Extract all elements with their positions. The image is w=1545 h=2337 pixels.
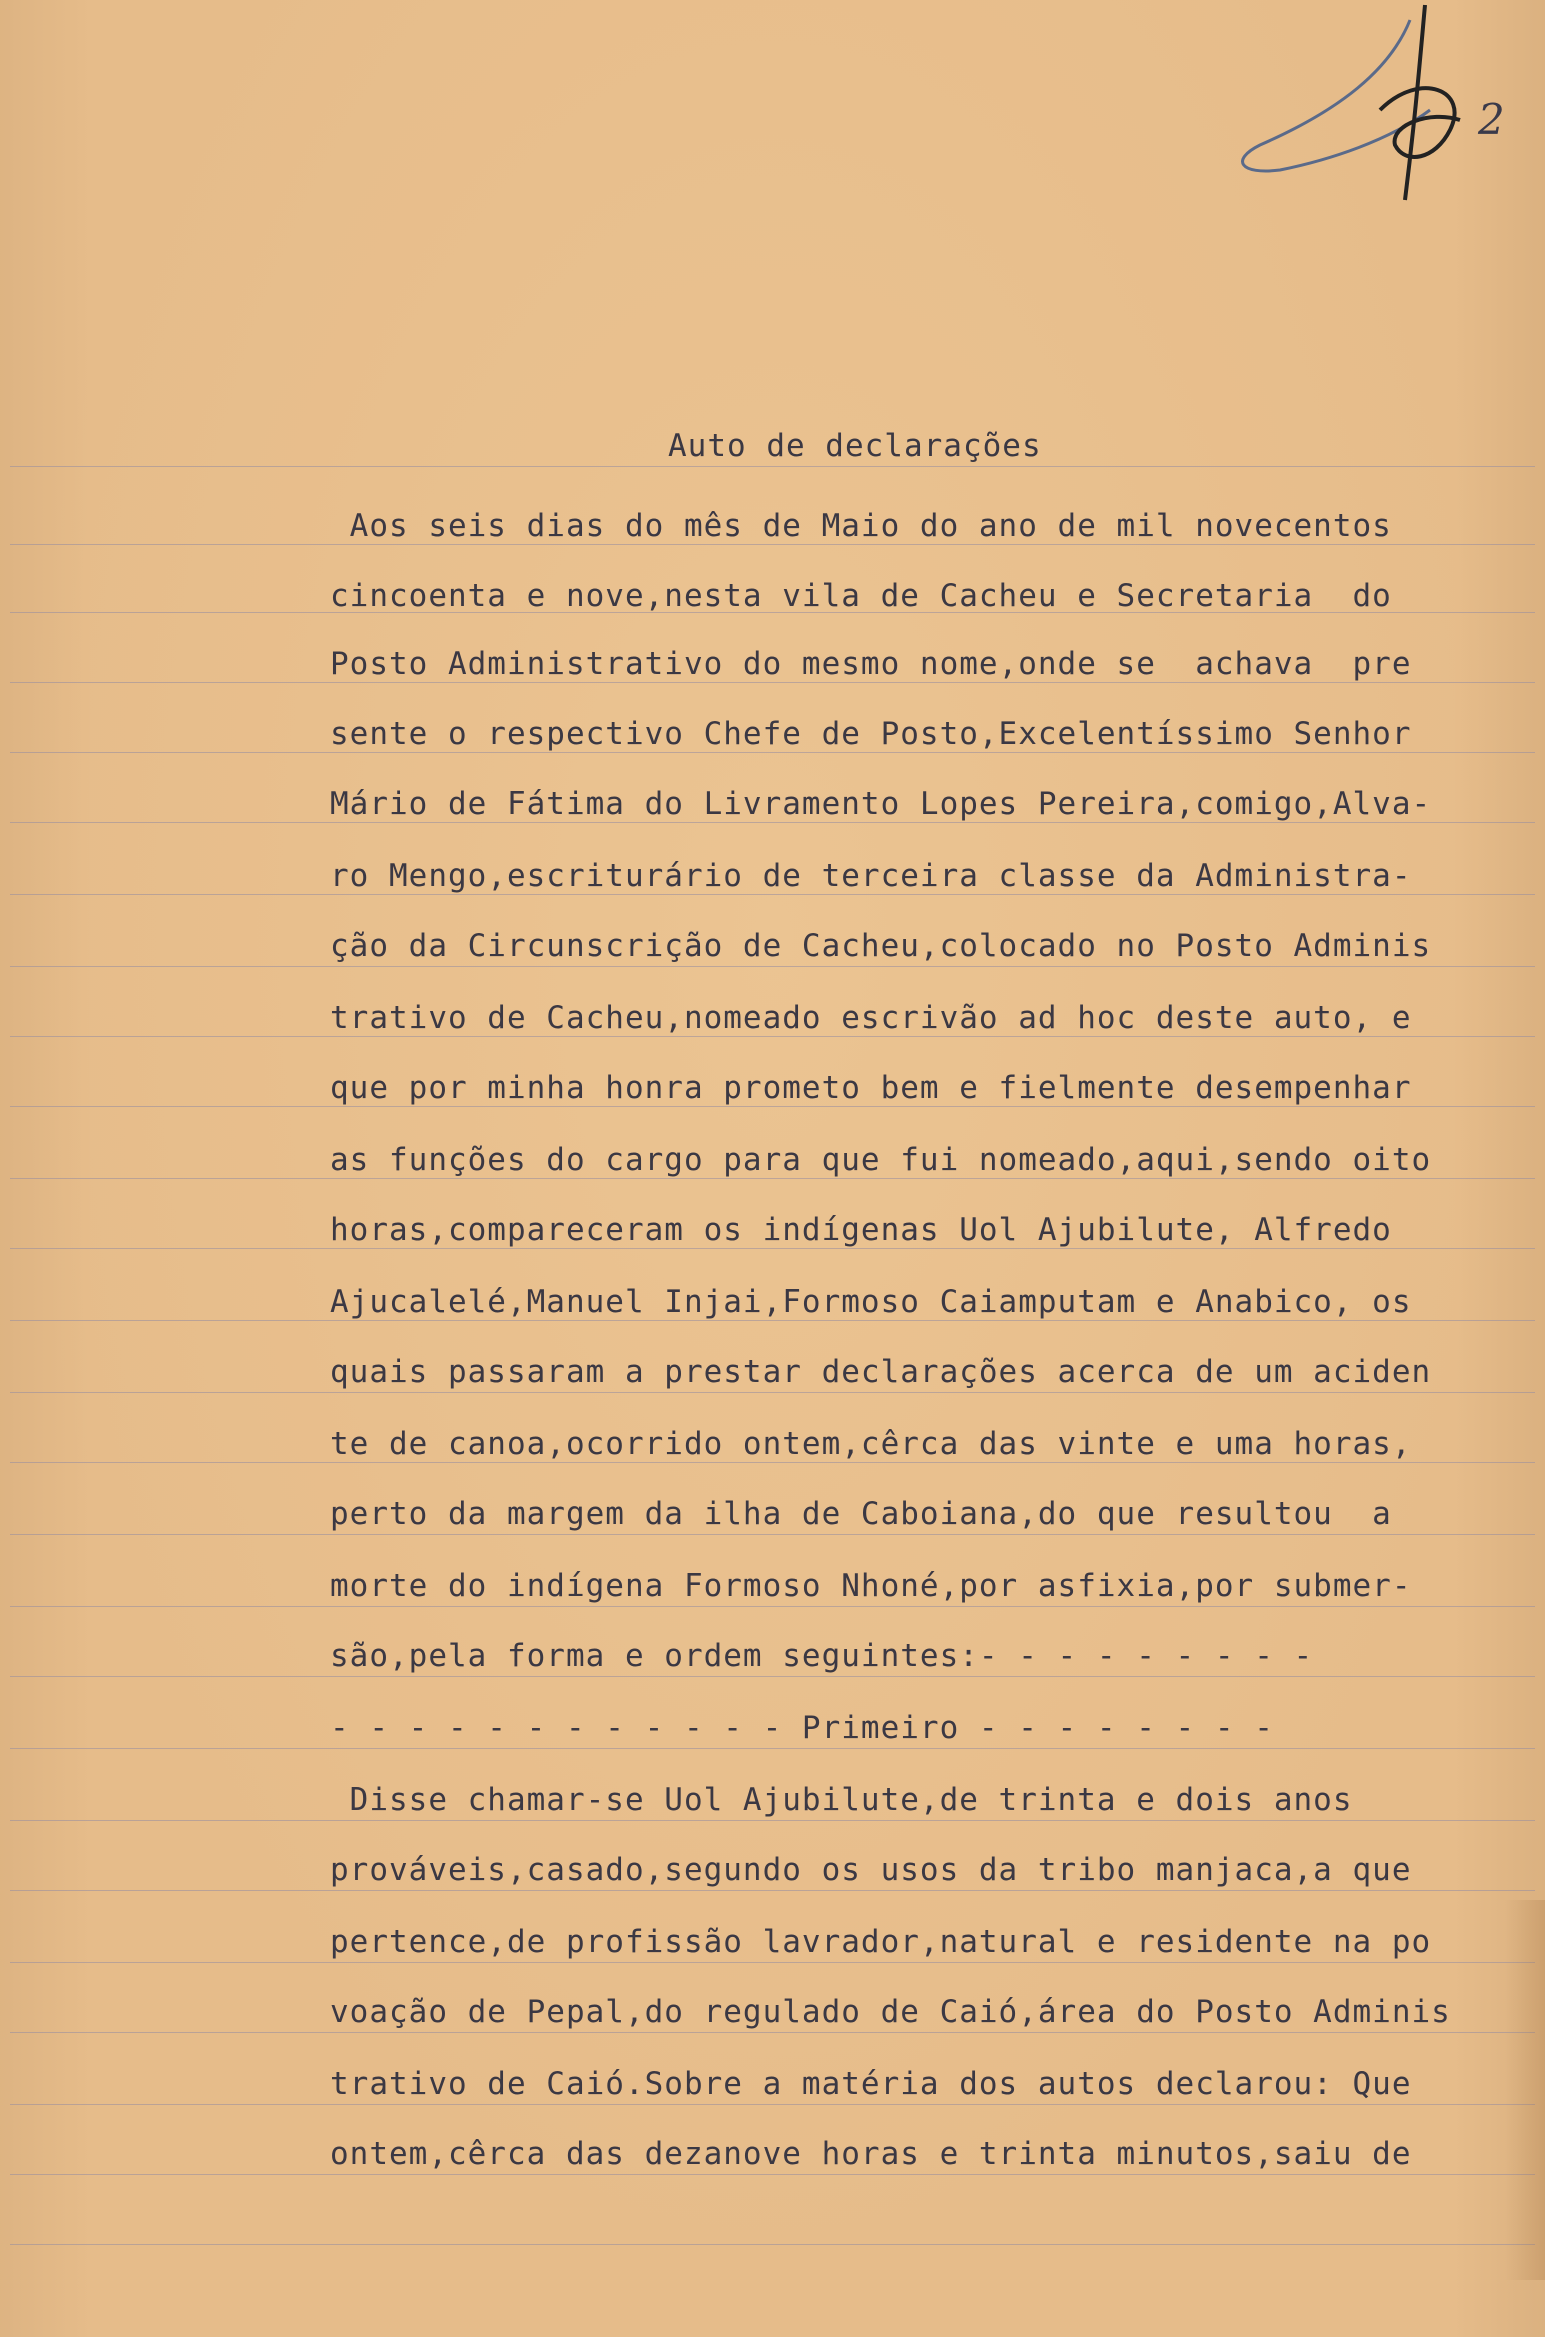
text-line: Aos seis dias do mês de Maio do ano de mil novecentos xyxy=(330,508,1392,544)
text-line: prováveis,casado,segundo os usos da tribo manjaca,a que xyxy=(330,1852,1412,1888)
text-line: ção da Circunscrição de Cacheu,colocado no Posto Adminis xyxy=(330,928,1432,964)
text-line: ontem,cêrca das dezanove horas e trinta minutos,saiu de xyxy=(330,2136,1412,2172)
section-heading: - - - - - - - - - - - - Primeiro - - - - - - - - xyxy=(330,1710,1274,1746)
text-line: Mário de Fátima do Livramento Lopes Pereira,comigo,Alva- xyxy=(330,786,1432,822)
text-line: quais passaram a prestar declarações acerca de um aciden xyxy=(330,1354,1432,1390)
text-line: horas,compareceram os indígenas Uol Ajubilute, Alfredo xyxy=(330,1212,1392,1248)
text-line: trativo de Cacheu,nomeado escrivão ad hoc deste auto, e xyxy=(330,1000,1412,1036)
text-line: são,pela forma e ordem seguintes:- - - - - - - - - xyxy=(330,1638,1314,1674)
folio-number: 2 xyxy=(1478,95,1505,144)
text-line: voação de Pepal,do regulado de Caió,área do Posto Adminis xyxy=(330,1994,1451,2030)
text-line: perto da margem da ilha de Caboiana,do que resultou a xyxy=(330,1496,1392,1532)
text-line: te de canoa,ocorrido ontem,cêrca das vinte e uma horas, xyxy=(330,1426,1412,1462)
text-line: sente o respectivo Chefe de Posto,Excelentíssimo Senhor xyxy=(330,716,1412,752)
text-line: ro Mengo,escriturário de terceira classe da Administra- xyxy=(330,858,1412,894)
text-line: que por minha honra prometo bem e fielmente desempenhar xyxy=(330,1070,1412,1106)
text-line: Ajucalelé,Manuel Injai,Formoso Caiamputam e Anabico, os xyxy=(330,1284,1412,1320)
text-line: cincoenta e nove,nesta vila de Cacheu e Secretaria do xyxy=(330,578,1392,614)
text-line: pertence,de profissão lavrador,natural e residente na po xyxy=(330,1924,1432,1960)
text-line: morte do indígena Formoso Nhoné,por asfixia,por submer- xyxy=(330,1568,1412,1604)
document-title: Auto de declarações xyxy=(668,428,1042,464)
text-line: Posto Administrativo do mesmo nome,onde se achava pre xyxy=(330,646,1412,682)
torn-edge xyxy=(1505,1900,1545,2280)
text-line: Disse chamar-se Uol Ajubilute,de trinta e dois anos xyxy=(330,1782,1353,1818)
text-line: as funções do cargo para que fui nomeado,aqui,sendo oito xyxy=(330,1142,1432,1178)
text-line: trativo de Caió.Sobre a matéria dos autos declarou: Que xyxy=(330,2066,1412,2102)
